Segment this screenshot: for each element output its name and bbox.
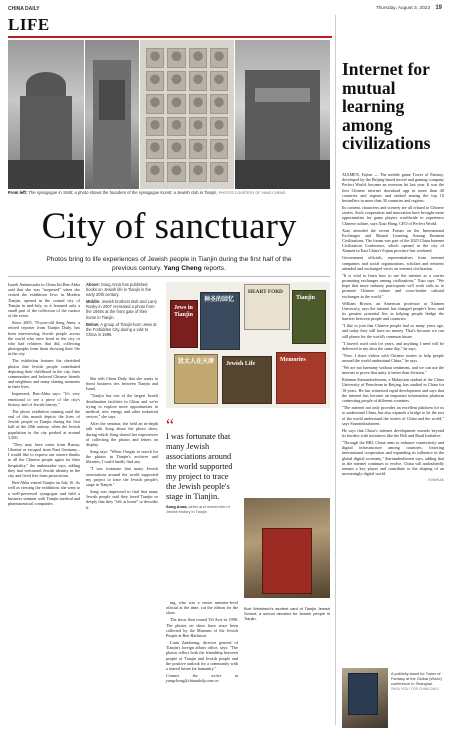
dek-text: Photos bring to life experiences of Jewish people in Tianjin during the first half of the previous century. xyxy=(46,256,292,272)
paragraph: Xiao attended the recent Forum on the International Exchanges and Mutual Learning Among Eminent Civilizations. The forum was part of the 2023 China Internet Civilization Conference, which opened in the city of Xiamen in East China's Fujian province last weekend. xyxy=(342,227,444,254)
paragraph: Since 2005, 70-year-old Song Anna, a retired reporter from Tianjin Daily, has been interviewing Jewish people across the world who once lived in the city or who had relatives that did, collecting photographs from them showing their life in the city. xyxy=(8,320,80,357)
paragraph: The exhibition features the cherished photos that Jewish people contributed depicting their childhood in the city, their communities and beloved Chinese friends and neighbors and many shining moments in their lives. xyxy=(8,358,80,390)
contact-line: Contact the writer at yangcheng@chinadaily.com.cn xyxy=(166,673,238,684)
paragraph: After the seminar, she held an in-depth talk with Song about the photo show, during which Song shared her experiences of collecting the photos and letters on display. xyxy=(86,421,158,448)
paragraph: She tells China Daily that she wants to boost business ties between Tianjin and Israel. xyxy=(86,376,158,392)
student-card xyxy=(262,528,312,594)
paragraph: "They may have come from Russia, Ukraine or escaped from Nazi Germany... I would like to express our sincere thanks to all the Chinese people again for their hospitality," the ambassador says, adding they had welcomed Jewish identity in the city and lived free from persecution. xyxy=(8,441,80,479)
book-cover: 神圣的回忆 xyxy=(200,292,240,350)
side-photo-credit: ZHOU YOU / FOR CHINA DAILY xyxy=(391,686,440,691)
book-cover: Jews in Tianjin xyxy=(170,300,198,348)
quote-mark-icon: “ xyxy=(166,415,174,435)
paragraph: The show then toured Tel Aviv in 1998. The photos on show have since been collected by the Museum of the Jewish People at Beit Hatfutsot. xyxy=(166,617,238,639)
paragraph: "The internet not only provides an excellent platform for us to understand China, but also expands a bridge to let the rest of the world understand the stories of China and the world," says Starrandoubtoren. xyxy=(342,405,444,426)
pull-quote-text: I was fortunate that many Jewish associations around the world supported my project to trace the Jewish people's stage in Tianjin. xyxy=(166,432,233,501)
paragraph: "I was fortunate that many Jewish associations around the world supported my project to trace the Jewish people's stage in Tianjin." xyxy=(86,466,158,488)
founders-portrait-photo xyxy=(140,40,234,189)
paragraph: "It is vital to learn how to use the internet as a carrier promoting exchanges among civilizations," Xiao says. "We hope that more industry participants will work with us to promote Chinese culture and cross-border cultural exchanges in the world." xyxy=(342,272,444,299)
caption-above: Song Anna has published books on Jewish life in Tianjin in the early 20th century. xyxy=(86,282,152,298)
photo-credit: PHOTOS COURTESY OF YANG CHENG xyxy=(218,191,286,195)
caption-above-lead: Above: xyxy=(86,282,100,287)
paragraph: Burt Weinbach's student card of Tianjin Jewish School, a school devoted for Jewish people in Tianjin. xyxy=(244,606,330,622)
caption-middle-lead: Middle: xyxy=(86,299,101,305)
paragraph: Song says: "When I began to search for the photos in Tianjin's archives and libraries, I could hardly find any. xyxy=(86,449,158,465)
book-cover: Memories xyxy=(276,352,326,404)
paragraph: Israeli Ambassador to China Irit Ben-Abba said that she was "surprised" when she visited the exhibition Jews in Modern Tianjin, opened in the coastal city of Tianjin in mid-July, as it featured only a small part of the collection of the curator of the event. xyxy=(8,282,80,319)
poster xyxy=(348,673,378,715)
photo-caption-text: The synagogue in 1945; a photo shows the founders of the synagogue Kunst; a Jewish club in Tianjin. xyxy=(28,190,218,195)
paragraph: Rahman Starrandoubtoren, a Malaysian student at the China University of Petroleum in Beijing, has studied in China for 10 years. He has witnessed rapid development and says that the internet has become an important information platform connecting people of different countries. xyxy=(342,377,444,404)
pull-quote-attribution xyxy=(166,505,238,515)
paragraph: "I haven't used cash for years, and anything I need will be delivered to my door the same day," he says. xyxy=(342,340,444,351)
section-title: LIFE xyxy=(8,15,50,34)
paragraph: Impressed, Ben-Abba says: "It's very emotional to see a piece of the city's history, and of Jewish history." xyxy=(8,391,80,407)
paragraph: "I like to join that Chinese people had so many years ago, and today they still have no money. That's because we can still please for the world's common future. xyxy=(342,323,444,339)
masthead xyxy=(8,5,442,15)
side-article xyxy=(342,172,444,484)
pull-quote-role: writer and researcher of Jewish history in Tianjin xyxy=(166,504,230,514)
paragraph: XIAMEN, Fujian — The mobile game Tower of Fantasy, developed by the Beijing-based movie and gaming company Perfect World, became an overseas hit last year. It was the first Chinese internet download app in more than 40 countries and regions and ranked among the top 10 bestsellers in more than 30 countries and regions. xyxy=(342,172,444,204)
paragraph: William Brown, an American professor at Xiamen University, says the internet has changed people's lives, and its greatest potential lies in helping people bridge the barriers between people and countries. xyxy=(342,300,444,322)
paragraph: Government officials, representatives from internet companies and social organizations, scholars and netizens attended and exchanged views on internet civilization. xyxy=(342,255,444,271)
headline: City of sanctuary xyxy=(41,206,297,247)
photo-caption-lead: From left: xyxy=(8,190,28,195)
pull-quote xyxy=(166,415,238,515)
paragraph: Liam Zambrang, director general of Tianjin's foreign affairs office, says: "The photos reflect both the friendship between people of Tianjin and Jewish people and the positive outlook for a community with a shared future for humanity." xyxy=(166,640,238,672)
side-photo-caption xyxy=(391,672,445,692)
column-divider xyxy=(335,15,336,725)
paragraph: The photo exhibition running until the end of this month depicts the lives of Jewish people in Tianjin during the first half of the 20th century, when the Jewish population in the city peaked at around 3,500. xyxy=(8,408,80,440)
paragraph: ing, who was a senior minister-level official at the time, cut the ribbon for the show. xyxy=(166,600,238,616)
side-headline: Internet for mutual learning among civilizations xyxy=(342,59,431,153)
page-number: 19 xyxy=(435,5,442,11)
book-cover: Tianjin xyxy=(292,290,326,344)
paragraph: "Now, I share videos with Chinese stories to help people around the world understand China," he says. xyxy=(342,352,444,364)
book-cover: HEART FORD xyxy=(244,284,290,330)
section-rule xyxy=(8,36,332,38)
paragraph: "Tianjin has one of the largest Israeli desalination facilities in China and we're trying to explore more opportunities in medical, new energy and other industrial sectors," she says. xyxy=(86,393,158,420)
masthead-logo: CHINA DAILY xyxy=(8,6,40,12)
street-photo xyxy=(85,40,139,189)
article-column-4 xyxy=(244,606,330,623)
side-photo-caption-text: A publicity stand for Tower of Fantasy at the Global (World) conference in Shanghai. xyxy=(391,671,442,686)
article-column-2 xyxy=(86,376,158,512)
student-card-photo xyxy=(244,498,330,598)
paragraph: Its content, characters and scenery are all related to Chinese stories. Such cooperation and innovation have brought more opportunities for game players worldwide to experience Chinese culture, says Xiao Hong, CEO of Perfect World. xyxy=(342,205,444,226)
book-cover: Jewish Life xyxy=(222,356,272,404)
paragraph: "We are not harmony without sentiment, and we can use the internet to prove that unity is better than division." xyxy=(342,365,444,376)
paragraph: Song was impressed to find that many Jewish people said they loved Tianjin so deeply that they "felt at home" to describe it. xyxy=(86,489,158,510)
dek xyxy=(40,256,298,273)
game-stand-photo xyxy=(342,668,388,728)
masthead-date: Thursday, August 3, 2023 xyxy=(375,6,430,11)
side-byline: XINHUA xyxy=(428,478,444,483)
paragraph: He says that China's internet development extends beyond its borders with initiatives like the Belt and Road Initiative. xyxy=(342,427,444,438)
photo-caption xyxy=(8,190,330,196)
photo-strip xyxy=(8,40,330,189)
dek-suffix: reports. xyxy=(203,264,226,272)
paragraph: "Through the BRI, China aims to enhance connectivity and digital infrastructure among countries, fostering international cooperation and expanding its influence in the global digital economy," Starrandoubtoren says, adding that as the internet continues to evolve, China will undoubtedly remain a key player and contribute to the shaping of an increasingly digital world. xyxy=(342,439,444,477)
article-column-1 xyxy=(8,282,80,508)
article-column-3 xyxy=(166,600,238,685)
book-cover: 犹太人在天津 xyxy=(174,354,218,404)
pull-quote-author: Song Anna, xyxy=(166,504,188,509)
dek-author: Yang Cheng xyxy=(163,264,202,272)
books-photo xyxy=(166,282,330,408)
divider xyxy=(8,276,330,277)
jewish-club-photo xyxy=(235,40,330,189)
paragraph: Ben-Abba visited Tianjin on July 16. As well as viewing the exhibition, she went to a well-preserved synagogue and held a business seminar with Tianjin medical and pharmaceutical companies. xyxy=(8,480,80,506)
caption-middle: Jewish brothers Bob and Larry Rosky in 2007 recreated a photo from the 1940s at the front gate of their home in Tianjin. xyxy=(86,299,157,320)
synagogue-photo xyxy=(8,40,84,189)
caption-below-lead: Below: xyxy=(86,321,100,327)
book-photo-caption-block xyxy=(86,282,158,370)
caption-below: A group of Tianjin-born Jews at the Forbidden City during a visit to China in 1996. xyxy=(86,321,157,337)
